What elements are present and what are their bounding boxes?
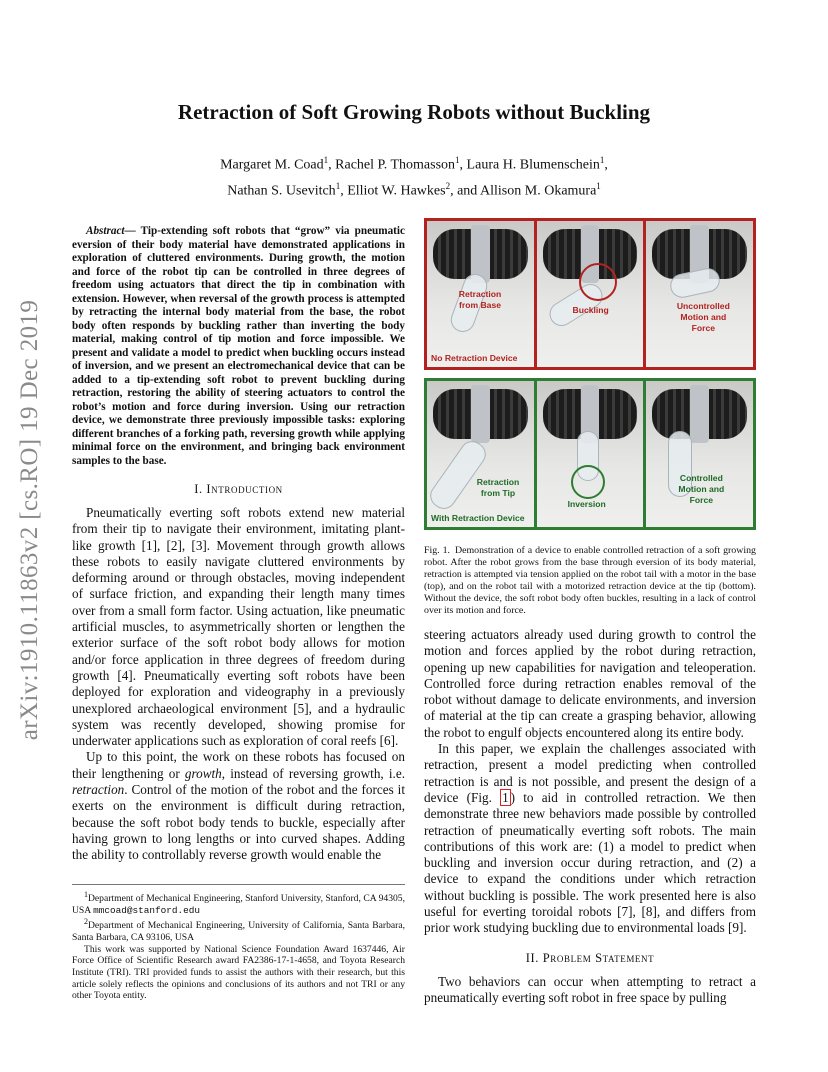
author-name: Allison M. Okamura xyxy=(480,183,597,199)
author-line-2: Nathan S. Usevitch$^1$, Elliot W. Hawkes$^2$, and Allison M. Okamura$^1$ xyxy=(227,180,601,199)
figure-panel-controlled-motion xyxy=(643,381,753,527)
author-name: Laura H. Blumenschein xyxy=(466,157,600,173)
figure-label: Retraction from Tip xyxy=(476,477,520,498)
right-paragraph-2: In this paper, we explain the challenges associated with retraction, present a model predicting when controlled retraction is and is not possible, and present the design of a device (Fig. 1 ) to aid in controlled retraction. We then demonstrate three new behaviors made possible by controlled retraction of pneumatically everting soft robots. The main contributions of this work are: (1) a model to predict when buckling and inversion occur during retraction, and (2) a device to expand the conditions under which retraction without buckling is possible. The work presented here is also useful for everting toroidal robots [7], [8], and differs from prior work studying buckling due to environmental loads [9]. xyxy=(424,741,756,936)
figure-1-caption: Fig. 1. Demonstration of a device to enable controlled retraction of a soft growing robot. After the robot grows from the base through eversion of its body material, retraction is attempted via tension applied on the robot tail with a motor in the base (top), and on the robot tail with a motorized retraction device at the tip (bottom). Without the device, the soft robot body often buckles, resulting in a lack of control over its motion and force. xyxy=(424,545,756,616)
right-column xyxy=(424,218,756,1006)
figure-panel-inversion xyxy=(534,381,644,527)
figure-label: Controlled Motion and Force xyxy=(678,473,725,505)
figure-panel-retraction-from-base xyxy=(427,221,534,367)
figure-1-reference-link[interactable]: 1 xyxy=(502,789,509,805)
problem-paragraph-1: Two behaviors can occur when attempting to retract a pneumatically everting soft robot in free space by pulling xyxy=(424,973,756,1005)
intro-paragraph-1: Pneumatically everting soft robots extend new material from their tip to navigate their environment, imitating plant-like growth [1], [2], [3]. Movement through growth allows these robots to easily navigate cluttered environments by deforming around or through obstacles, moving independent of surface friction, and expanding their length many times over from a small form factor. Using actuation, like pneumatic artificial muscles, to asymmetrically shorten or lengthen the exterior surface of the soft robot body allows for motion and/or force application in three degrees of freedom during growth [4]. Pneumatically everting soft robots have been deployed for exploration and videography in a previously unexplored archaeological environment [5], and a hydraulic system was recently developed, showing promise for underwater applications such as exploration of coral reefs [6]. xyxy=(72,505,405,749)
robot-body xyxy=(427,436,490,513)
footnote-affiliation-1: $^1$Department of Mechanical Engineering, Stanford University, Stanford, CA 94305, USA mmcoad@stanford.edu xyxy=(72,890,405,916)
figure-group-label: With Retraction Device xyxy=(431,513,525,523)
robot-base-spool xyxy=(433,389,528,439)
buckling-highlight-circle xyxy=(579,263,617,301)
figure-group-with-retraction-device xyxy=(424,378,756,530)
paper-title: Retraction of Soft Growing Robots without Buckling xyxy=(177,100,651,124)
author-name: Margaret M. Coad xyxy=(220,157,324,173)
section-heading-problem-statement: II. Problem Statement xyxy=(525,950,655,965)
author-name: Elliot W. Hawkes xyxy=(347,183,446,199)
arxiv-side-identifier: arXiv:1910.11863v2 [cs.RO] 19 Dec 2019 xyxy=(16,299,43,741)
figure-panel-uncontrolled-motion xyxy=(643,221,753,367)
figure-group-label: No Retraction Device xyxy=(431,353,518,363)
figure-label: Buckling xyxy=(572,305,609,315)
author-email-link[interactable]: mmcoad@stanford.edu xyxy=(93,904,200,916)
abstract: Abstract— Tip-extending soft robots that “grow” via pneumatic eversion of their body material have demonstrated applications in exploration of cluttered environments. During growth, the motion and force of the robot tip can be controlled in three degrees of freedom using actuators that direct the tip in combination with extension. However, when reversal of the growth process is attempted by retracting the internal body material from the base, the robot body often responds by buckling rather than inverting the body material, making control of tip motion and force impossible. We present and validate a model to predict when buckling occurs instead of inversion, and we present an electromechanical device that can be added to a tip-extending soft robot to prevent buckling during retraction, restoring the ability of steering actuators to control the robot’s motion and force during inversion. Using our retraction device, we demonstrate three previously impossible tasks: exploring different branches of a forking path, reversing growth while applying minimal force on the environment, and bringing back environment samples to the base. xyxy=(72,225,405,467)
footnote-affiliation-2: $^2$Department of Mechanical Engineering, University of California, Santa Barbara, Santa Barbara, CA 93106, USA xyxy=(72,917,405,944)
left-column xyxy=(72,225,405,864)
figure-group-no-retraction-device xyxy=(424,218,756,370)
author-name: Nathan S. Usevitch xyxy=(227,183,336,199)
footnote-funding: This work was supported by National Science Foundation Award 1637446, Air Force Office of Scientific Research award FA2386-17-1-4658, and Toyota Research Institute (TRI). TRI provided funds to assist the authors with their research, but this article solely reflects the opinions and conclusions of its authors and not TRI or any other Toyota entity. xyxy=(72,943,405,1002)
robot-base-spool xyxy=(652,389,747,439)
figure-label: Inversion xyxy=(567,499,606,509)
figure-1 xyxy=(424,218,756,530)
author-name: Rachel P. Thomasson xyxy=(335,157,456,173)
figure-panel-buckling xyxy=(534,221,644,367)
author-line-1: Margaret M. Coad$^1$, Rachel P. Thomasson$^1$, Laura H. Blumenschein$^1$, xyxy=(220,155,608,173)
figure-label: Uncontrolled Motion and Force xyxy=(676,301,730,333)
footnotes xyxy=(72,884,405,1002)
inversion-highlight-circle xyxy=(571,465,605,499)
figure-panel-retraction-from-tip xyxy=(427,381,534,527)
intro-paragraph-2: Up to this point, the work on these robots has focused on their lengthening or growth, instead of reversing growth, i.e. retraction. Control of the motion of the robot and the forces it exerts on the environment is difficult during retraction, because the soft robot body tends to buckle, especially after having grown to long lengths or into curved shapes. Adding the ability to controllably reverse growth would enable the xyxy=(72,749,405,863)
right-paragraph-1: steering actuators already used during growth to control the motion and forces applied by the robot during retraction, opening up new capabilities for navigation and teleoperation. Controlled force during retraction enables removal of the robot without damage to delicate environments, and inversion of material at the tip can create a grasping behavior, allowing the robot to engulf objects encountered along its entire body. xyxy=(424,627,756,740)
robot-base-spool xyxy=(433,229,528,279)
section-heading-introduction: I. Introduction xyxy=(194,482,283,496)
figure-label: Retraction from Base xyxy=(458,289,502,310)
author-list xyxy=(0,150,828,201)
